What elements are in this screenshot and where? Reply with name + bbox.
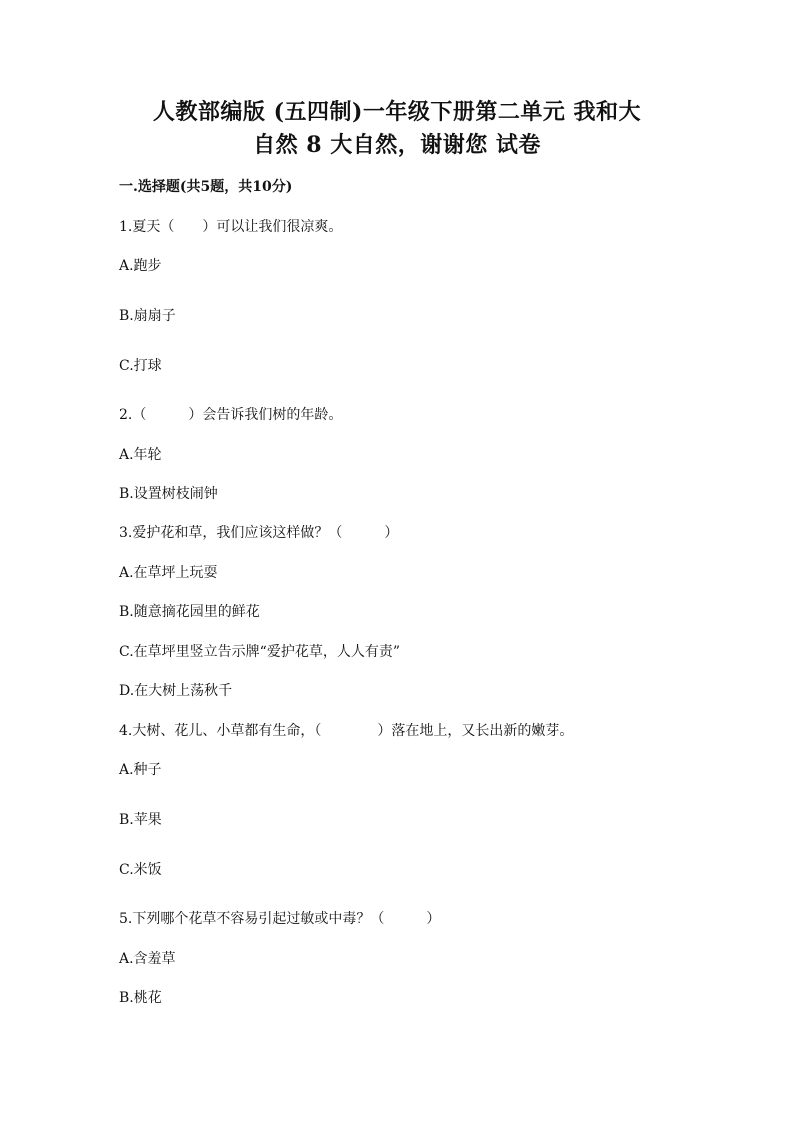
option-a: A.种子 xyxy=(119,762,162,778)
option-b: B.扇扇子 xyxy=(119,308,176,324)
question-stem: 4.大树、花儿、小草都有生命，（ ）落在地上，又长出新的嫩芽。 xyxy=(119,723,574,739)
option-a: A.年轮 xyxy=(119,447,162,463)
option-d: D.在大树上荡秋千 xyxy=(119,683,233,699)
option-c: C.打球 xyxy=(119,358,162,374)
option-b: B.苹果 xyxy=(119,812,162,828)
question-stem: 1.夏天（ ）可以让我们很凉爽。 xyxy=(119,219,343,235)
title-line-2: 自然 8 大自然，谢谢您 试卷 xyxy=(253,132,541,158)
title-line-1: 人教部编版 (五四制)一年级下册第二单元 我和大 xyxy=(152,99,642,125)
question-stem: 5.下列哪个花草不容易引起过敏或中毒？（ ） xyxy=(119,911,441,927)
option-a: A.跑步 xyxy=(119,258,162,274)
option-c: C.米饭 xyxy=(119,862,162,878)
question-stem: 3.爱护花和草，我们应该这样做？（ ） xyxy=(119,525,399,541)
section-heading: 一.选择题(共5题，共10分) xyxy=(119,179,293,195)
option-b: B.设置树枝闹钟 xyxy=(119,486,218,502)
option-b: B.桃花 xyxy=(119,990,162,1006)
question-stem: 2.（ ）会告诉我们树的年龄。 xyxy=(119,407,343,423)
option-a: A.在草坪上玩耍 xyxy=(119,565,218,581)
option-a: A.含羞草 xyxy=(119,951,176,967)
option-c: C.在草坪里竖立告示牌“爱护花草，人人有责” xyxy=(119,644,400,660)
option-b: B.随意摘花园里的鲜花 xyxy=(119,604,260,620)
